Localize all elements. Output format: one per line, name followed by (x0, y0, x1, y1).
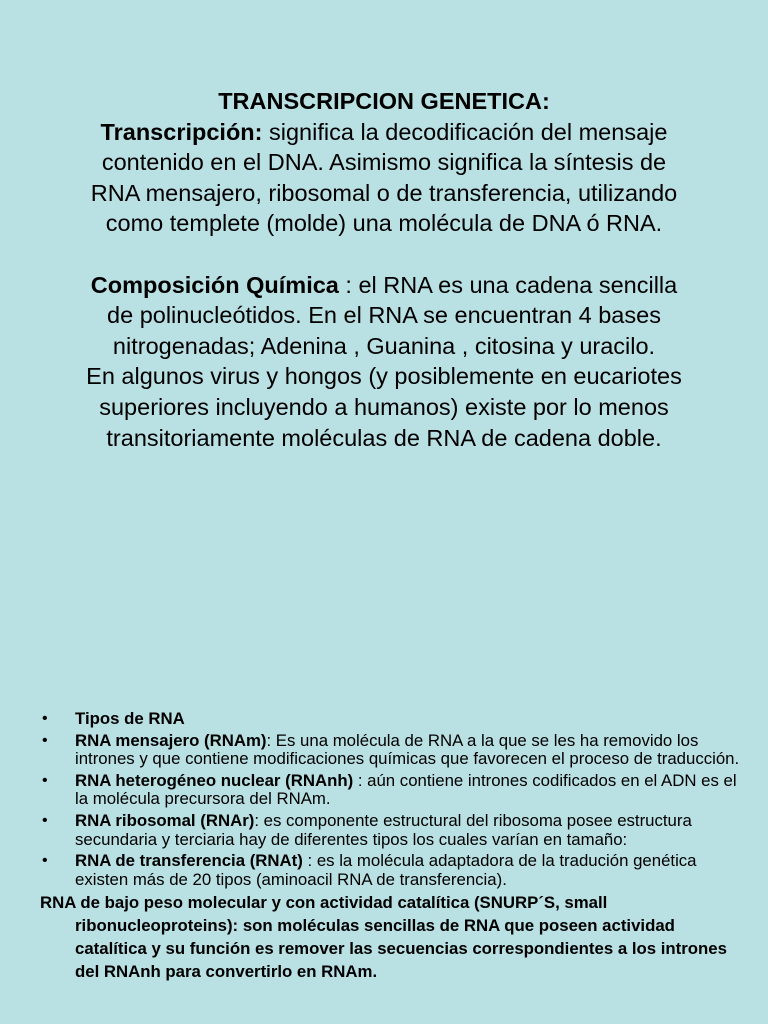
bullet-icon: • (42, 811, 48, 829)
list-item-text: : aún contiene intrones codificados en el ADN es el la molécula precursora del RNAm. (75, 770, 737, 809)
top-text-block (40, 86, 728, 453)
list-item-term: RNA de transferencia (RNAt) (75, 851, 303, 871)
bullet-icon: • (42, 852, 48, 870)
list-item (40, 710, 740, 729)
list-item (40, 852, 740, 889)
list-item-term: RNA heterogéneo nuclear (RNAnh) (75, 770, 354, 790)
list-item (40, 732, 740, 769)
transcripcion-line-4: como templete (molde) una molécula de DNA ó RNA. (105, 210, 663, 237)
transcripcion-text-1: significa la decodificación del mensaje (262, 118, 668, 145)
transcripcion-line-2: contenido en el DNA. Asimismo significa la síntesis de (101, 149, 667, 176)
composicion-line-1 (40, 270, 728, 301)
list-item (40, 772, 740, 809)
transcripcion-label: Transcripción: (100, 118, 263, 145)
bullet-icon: • (42, 710, 48, 727)
rna-types-block (40, 710, 740, 984)
composicion-text-1: : el RNA es una cadena sencilla (338, 271, 678, 298)
composicion-line-5: superiores incluyendo a humanos) existe por lo menos (99, 393, 669, 420)
bullet-icon: • (42, 731, 48, 749)
low-weight-rna-paragraph: RNA de bajo peso molecular y con actividad catalítica (SNURP´S, small ribonucleoproteins): son moléculas sencillas de RNA que poseen actividad catalítica y su función es remover las secuencias correspondientes a los intrones del RNAnh para convertirlo en RNAm. (40, 893, 727, 981)
list-item-term: Tipos de RNA (75, 709, 185, 728)
composicion-line-2: de polinucleótidos. En el RNA se encuentran 4 bases (107, 302, 661, 329)
list-item-text: : es componente estructural del ribosoma posee estructura secundaria y terciaria hay de diferentes tipos los cuales varían en tamaño: (75, 810, 692, 849)
composicion-line-4: En algunos virus y hongos (y posiblemente en eucariotes (86, 363, 682, 390)
transcripcion-line-1 (40, 117, 728, 148)
composicion-label: Composición Química (90, 271, 339, 298)
composicion-line-6: transitoriamente moléculas de RNA de cadena doble. (106, 424, 662, 451)
list-item-text: : Es una molécula de RNA a la que se les ha removido los intrones y que contiene modificaciones químicas que favorecen el proceso de traducción. (75, 730, 740, 769)
transcripcion-line-3: RNA mensajero, ribosomal o de transferencia, utilizando (90, 179, 678, 206)
bullet-icon: • (42, 771, 48, 789)
list-item-term: RNA mensajero (RNAm) (75, 730, 267, 750)
composicion-line-3: nitrogenadas; Adenina , Guanina , citosina y uracilo. (112, 332, 656, 359)
list-item-text: : es la molécula adaptadora de la tradución genética existen más de 20 tipos (aminoacil RNA de transferencia). (75, 851, 697, 889)
list-item-term: RNA ribosomal (RNAr) (75, 810, 255, 830)
list-item (40, 812, 740, 849)
rna-types-list (40, 710, 740, 889)
page-title: TRANSCRIPCION GENETICA: (218, 88, 550, 114)
paragraph-spacer (40, 239, 728, 270)
